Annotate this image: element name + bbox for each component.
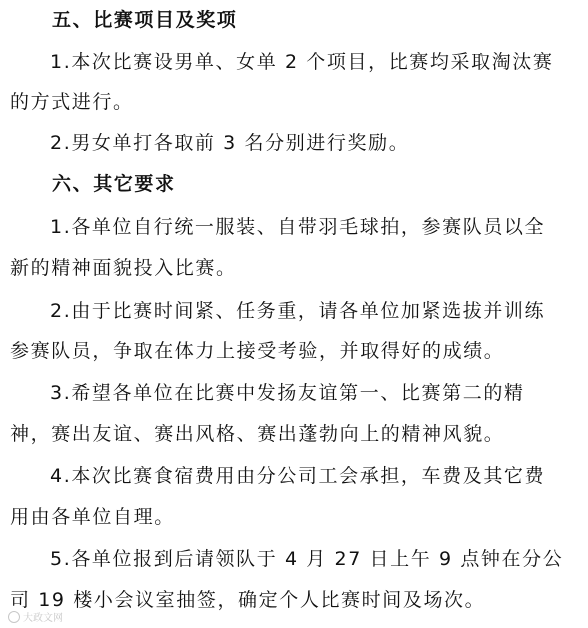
- watermark-logo-icon: [8, 611, 20, 623]
- watermark: [8, 609, 63, 624]
- requirement-4-line-2: 用由各单位自理。: [10, 506, 175, 528]
- requirement-5-line-2: 司 19 楼小会议室抽签，确定个人比赛时间及场次。: [10, 589, 486, 611]
- awards-item-1-line-2: 的方式进行。: [10, 91, 134, 113]
- requirement-3-line-2: 神，赛出友谊、赛出风格、赛出蓬勃向上的精神风貌。: [10, 423, 505, 445]
- section-heading-requirements: 六、其它要求: [52, 173, 176, 195]
- section-heading-awards: 五、比赛项目及奖项: [52, 9, 238, 31]
- requirement-2-line-2: 参赛队员，争取在体力上接受考验，并取得好的成绩。: [10, 340, 505, 362]
- requirement-3-line-1: 3.希望各单位在比赛中发扬友谊第一、比赛第二的精: [50, 382, 525, 404]
- watermark-text: 大政文网: [23, 613, 63, 624]
- awards-item-2-line-1: 2.男女单打各取前 3 名分别进行奖励。: [50, 132, 410, 154]
- requirement-2-line-1: 2.由于比赛时间紧、任务重，请各单位加紧选拔并训练: [50, 300, 546, 322]
- requirement-4-line-1: 4.本次比赛食宿费用由分公司工会承担，车费及其它费: [50, 465, 546, 487]
- requirement-1-line-2: 新的精神面貌投入比赛。: [10, 257, 237, 279]
- awards-item-1-line-1: 1.本次比赛设男单、女单 2 个项目，比赛均采取淘汰赛: [50, 51, 554, 73]
- requirement-5-line-1: 5.各单位报到后请领队于 4 月 27 日上午 9 点钟在分公: [50, 548, 564, 570]
- requirement-1-line-1: 1.各单位自行统一服装、自带羽毛球拍，参赛队员以全: [50, 216, 546, 238]
